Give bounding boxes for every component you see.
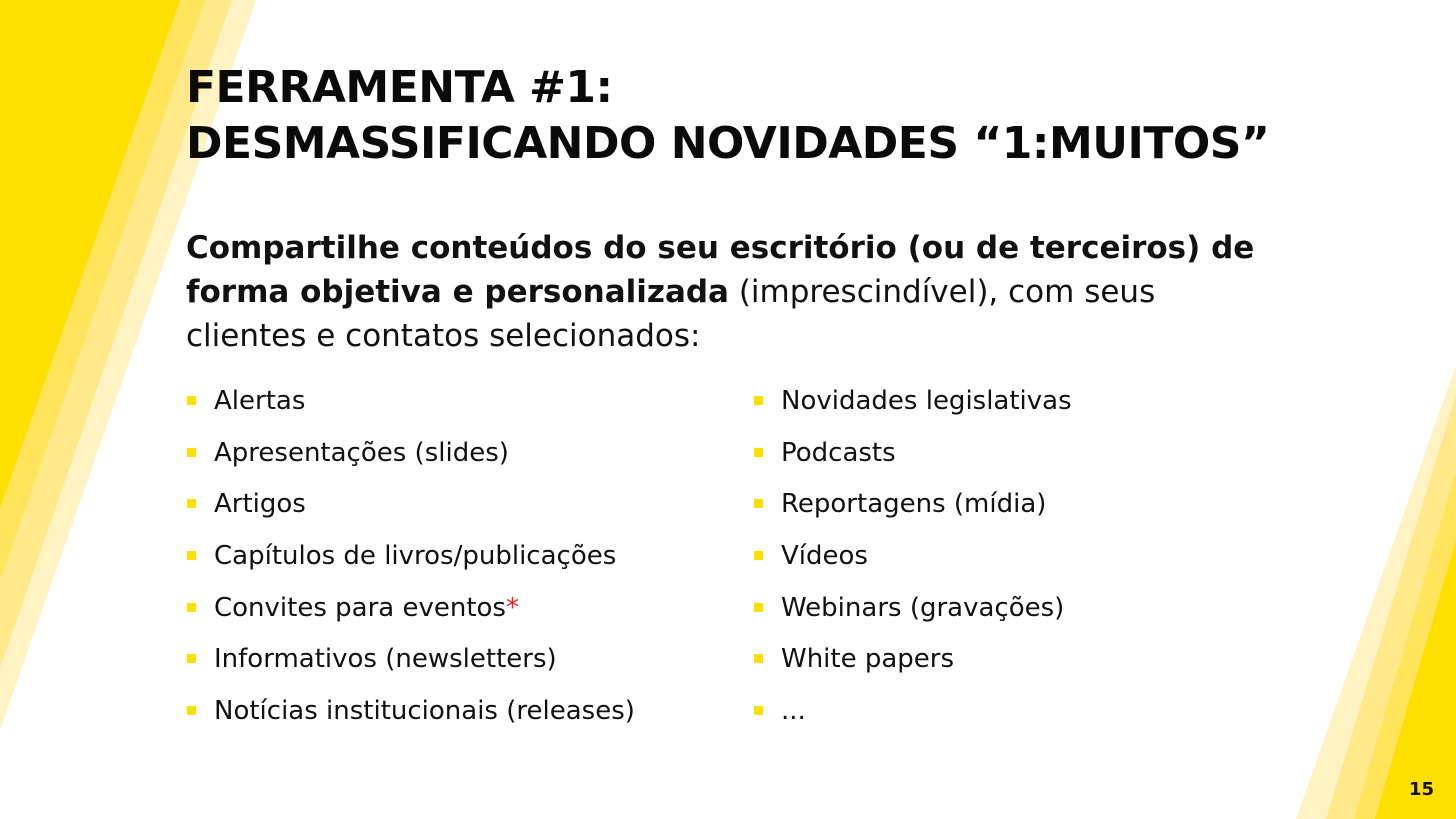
list-item-label: Vídeos bbox=[781, 541, 868, 572]
list-item bbox=[753, 377, 1072, 429]
list-item-label: ... bbox=[781, 696, 806, 727]
list-item-label: Informativos (newsletters) bbox=[214, 644, 557, 675]
list-item bbox=[186, 635, 635, 687]
list-item bbox=[753, 584, 1072, 636]
list-item-label: White papers bbox=[781, 644, 955, 675]
content-list-left bbox=[186, 377, 635, 739]
square-bullet-icon bbox=[754, 654, 763, 663]
slide-title bbox=[186, 60, 1269, 172]
list-item bbox=[186, 429, 635, 481]
title-line-2: DESMASSIFICANDO NOVIDADES “1:MUITOS” bbox=[186, 118, 1270, 169]
list-item-label: Convites para eventos bbox=[214, 592, 506, 623]
list-item bbox=[186, 584, 635, 636]
list-item bbox=[186, 687, 635, 739]
square-bullet-icon bbox=[187, 551, 196, 560]
asterisk-mark: * bbox=[505, 592, 519, 623]
list-item bbox=[186, 480, 635, 532]
list-item-label: Webinars (gravações) bbox=[781, 592, 1065, 623]
square-bullet-icon bbox=[754, 603, 763, 612]
page-number: 15 bbox=[1408, 779, 1434, 800]
intro-regular-text: (imprescindível), com seus clientes e contatos selecionados: bbox=[186, 274, 1156, 354]
square-bullet-icon bbox=[754, 551, 763, 560]
square-bullet-icon bbox=[187, 396, 196, 405]
list-item bbox=[753, 687, 1072, 739]
intro-bold-text: Compartilhe conteúdos do seu escritório (ou de terceiros) de forma objetiva e personalizada bbox=[186, 230, 1255, 310]
list-item-label: Apresentações (slides) bbox=[214, 437, 509, 468]
list-item-label: Reportagens (mídia) bbox=[781, 489, 1047, 520]
list-item bbox=[186, 532, 635, 584]
content-list-right bbox=[753, 377, 1072, 739]
list-item-label: Capítulos de livros/publicações bbox=[214, 541, 617, 572]
list-item-label: Novidades legislativas bbox=[781, 386, 1072, 416]
square-bullet-icon bbox=[187, 499, 196, 508]
right-stripes bbox=[1296, 365, 1456, 819]
square-bullet-icon bbox=[187, 603, 196, 612]
list-item bbox=[753, 429, 1072, 481]
list-item bbox=[186, 377, 635, 429]
list-item-label: Artigos bbox=[214, 489, 306, 520]
list-item bbox=[753, 532, 1072, 584]
list-item bbox=[753, 635, 1072, 687]
square-bullet-icon bbox=[754, 448, 763, 457]
list-item-label: Alertas bbox=[214, 386, 306, 416]
list-item-label: Notícias institucionais (releases) bbox=[214, 696, 635, 727]
list-item bbox=[753, 480, 1072, 532]
square-bullet-icon bbox=[187, 706, 196, 715]
square-bullet-icon bbox=[754, 706, 763, 715]
square-bullet-icon bbox=[754, 396, 763, 405]
square-bullet-icon bbox=[754, 499, 763, 508]
square-bullet-icon bbox=[187, 654, 196, 663]
title-line-1: FERRAMENTA #1: bbox=[186, 62, 613, 113]
intro-paragraph bbox=[186, 226, 1266, 358]
list-item-label: Podcasts bbox=[781, 437, 896, 468]
square-bullet-icon bbox=[187, 448, 196, 457]
